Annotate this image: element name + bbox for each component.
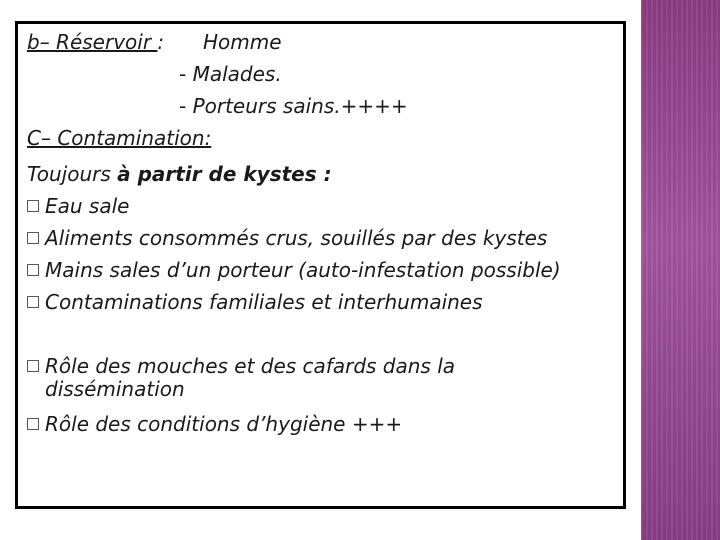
checkbox-square-icon xyxy=(27,296,39,308)
checkbox-square-icon xyxy=(27,232,39,244)
reservoir-value: Homme xyxy=(203,30,282,54)
list-item xyxy=(27,290,483,314)
list-item xyxy=(27,226,547,250)
checkbox-square-icon xyxy=(27,418,39,430)
bullet-text: Rôle des mouches et des cafards dans la xyxy=(45,354,456,378)
checkbox-square-icon xyxy=(27,360,39,372)
list-item xyxy=(27,412,402,436)
checkbox-square-icon xyxy=(27,264,39,276)
contamination-intro xyxy=(27,162,332,186)
bullet-text: Eau sale xyxy=(45,194,130,218)
reservoir-item-porteurs: - Porteurs sains.++++ xyxy=(179,94,408,118)
reservoir-item-malades: - Malades. xyxy=(179,62,282,86)
reservoir-heading: b– Réservoir xyxy=(27,30,158,54)
list-item xyxy=(27,354,455,378)
bullet-text: Contaminations familiales et interhumaines xyxy=(45,290,483,314)
list-item xyxy=(27,194,129,218)
contamination-intro-bold: à partir de kystes : xyxy=(117,162,332,186)
bullet-text: Rôle des conditions d’hygiène +++ xyxy=(45,412,403,436)
contamination-intro-prefix: Toujours xyxy=(27,162,118,186)
bullet-text: Mains sales d’un porteur (auto-infestation possible) xyxy=(45,258,561,282)
bullet-text-continuation: dissémination xyxy=(45,377,185,401)
checkbox-square-icon xyxy=(27,200,39,212)
decorative-sidebar xyxy=(641,0,720,540)
bullet-text: Aliments consommés crus, souillés par des kystes xyxy=(45,226,548,250)
slide-content-frame xyxy=(15,21,626,509)
reservoir-colon: : xyxy=(157,30,165,54)
list-item xyxy=(27,258,561,282)
reservoir-heading-line xyxy=(27,30,282,54)
contamination-heading: C– Contamination: xyxy=(27,126,212,150)
